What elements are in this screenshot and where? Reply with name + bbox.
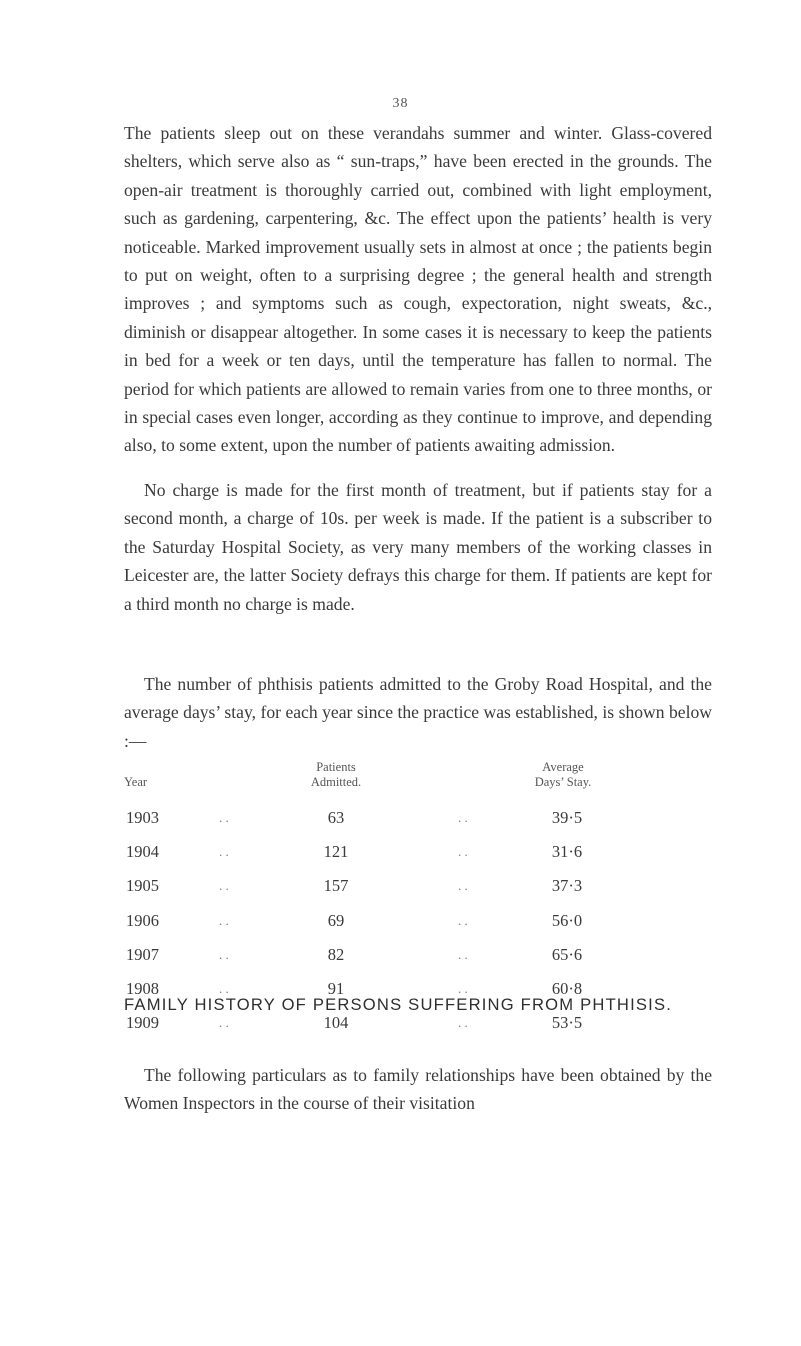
paragraph-table-intro: The number of phthisis patients admitted to the Groby Road Hospital, and the average days’ stay, for each year since the practice was established, is shown below :—	[124, 674, 712, 751]
leader-dots: . .	[219, 878, 229, 894]
cell-days: 65·6	[551, 944, 583, 964]
table-row	[124, 806, 712, 840]
table-row	[124, 840, 712, 874]
cell-days: 60·8	[551, 978, 583, 998]
header-year: Year	[124, 775, 148, 789]
cell-year: 1906	[126, 910, 159, 930]
cell-days: 39·5	[551, 808, 583, 827]
header-patients-line2: Admitted.	[310, 775, 362, 789]
cell-days: 53·5	[551, 1013, 583, 1033]
leader-dots: . .	[458, 912, 468, 928]
header-patients-line1: Patients	[316, 760, 356, 774]
header-days-line1: Average	[542, 760, 584, 774]
leader-dots: . .	[219, 912, 229, 928]
cell-days: 37·3	[551, 876, 583, 896]
cell-patients: 104	[323, 1013, 349, 1033]
header-patients-admitted	[286, 760, 386, 790]
cell-year: 1908	[126, 978, 159, 998]
leader-dots: . .	[458, 946, 468, 962]
header-days-line2: Days’ Stay.	[534, 775, 592, 789]
leader-dots: . .	[219, 844, 229, 860]
leader-dots: . .	[458, 810, 468, 825]
page-number: 38	[392, 96, 409, 111]
table-row	[124, 909, 712, 943]
section-heading: FAMILY HISTORY OF PERSONS SUFFERING FROM PHTHISIS.	[124, 995, 673, 1014]
leader-dots: . .	[458, 980, 468, 996]
cell-patients: 82	[327, 944, 345, 964]
paragraph-open-air-treatment: The patients sleep out on these verandahs summer and winter. Glass-covered shelters, which serve also as “ sun-traps,” have been erected in the grounds. The open-air treatment is thoroughly carried out, combined with light employment, such as gardening, carpentering, &c. The effect upon the patients’ health is very noticeable. Marked improvement usually sets in almost at once ; the patients begin to put on weight, often to a surprising degree ; the general health and strength improves ; and symptoms such as cough, expectoration, night sweats, &c., diminish or disappear altogether. In some cases it is necessary to keep the patients in bed for a week or ten days, until the temperature has fallen to normal. The period for which patients are allowed to remain varies from one to three months, or in special cases even longer, according as they continue to improve, and depending also, to some extent, upon the number of patients awaiting admission.	[124, 123, 712, 456]
table-row	[124, 943, 712, 977]
cell-year: 1909	[126, 1013, 159, 1033]
cell-patients: 157	[323, 876, 349, 896]
leader-dots: . .	[219, 1015, 229, 1031]
cell-year: 1907	[126, 944, 159, 964]
leader-dots: . .	[219, 980, 229, 996]
cell-patients: 69	[327, 910, 345, 930]
cell-patients: 63	[327, 808, 345, 827]
cell-days: 56·0	[551, 910, 583, 930]
cell-year: 1904	[126, 842, 159, 862]
leader-dots: . .	[458, 844, 468, 860]
cell-patients: 91	[327, 978, 345, 998]
cell-patients: 121	[323, 842, 349, 862]
leader-dots: . .	[458, 878, 468, 894]
paragraph-family-history: The following particulars as to family relationships have been obtained by the Women Inspectors in the course of their visitation	[124, 1065, 712, 1114]
leader-dots: . .	[219, 946, 229, 962]
leader-dots: . .	[458, 1015, 468, 1031]
cell-year: 1903	[126, 808, 159, 827]
table-header	[124, 760, 712, 806]
header-average-days	[508, 760, 618, 790]
paragraph-charges: No charge is made for the first month of treatment, but if patients stay for a second month, a charge of 10s. per week is made. If the patient is a subscriber to the Saturday Hospital Society, as very many members of the working classes in Leicester are, the latter Society defrays this charge for them. If patients are kept for a third month no charge is made.	[124, 480, 712, 614]
leader-dots: . .	[219, 810, 229, 825]
cell-year: 1905	[126, 876, 159, 896]
table-row	[124, 874, 712, 908]
cell-days: 31·6	[551, 842, 583, 862]
